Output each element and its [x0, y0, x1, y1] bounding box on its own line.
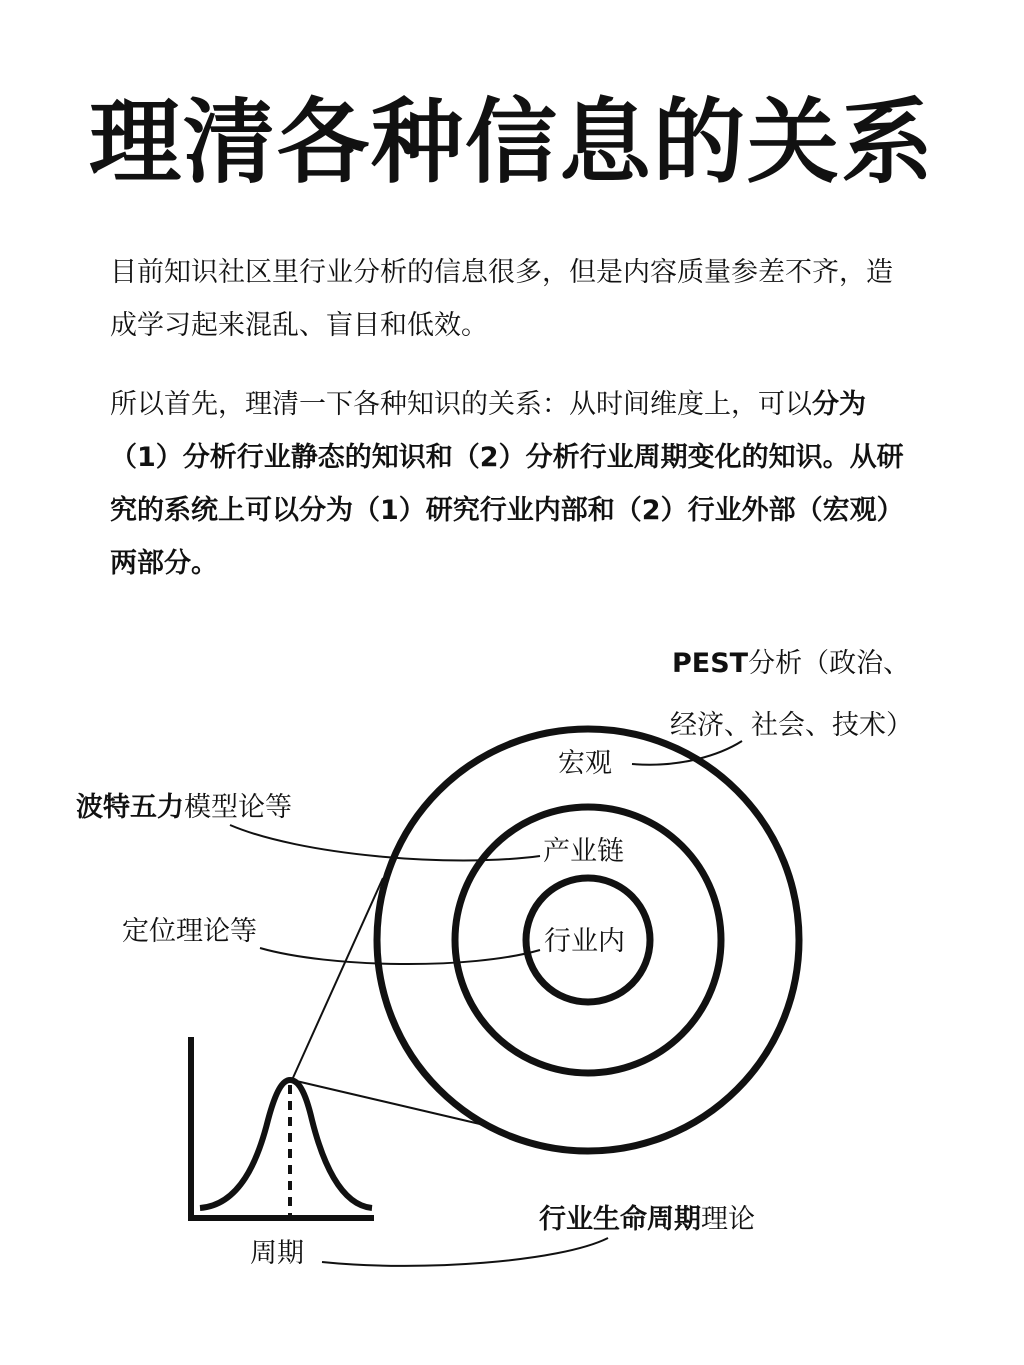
- cycle-axes: [191, 1037, 374, 1218]
- page-title: 理清各种信息的关系: [88, 89, 935, 196]
- positioning-leader-line: [260, 948, 540, 964]
- porter-label-bold: 波特五力: [76, 792, 184, 823]
- pest-label-bold: PEST: [672, 648, 749, 679]
- porter-label: [76, 792, 292, 823]
- macro-label: 宏观: [558, 748, 612, 779]
- zoom-line-lower: [292, 1080, 497, 1128]
- lifecycle-label-rest: 理论: [701, 1204, 755, 1235]
- lifecycle-label: [539, 1203, 755, 1235]
- industry-inner-label: 行业内: [544, 926, 625, 957]
- pest-label-rest: 分析（政治、: [748, 648, 911, 679]
- industry-chain-label: 产业链: [543, 836, 624, 867]
- pest-label-line2: 经济、社会、技术）: [670, 710, 913, 741]
- intro-paragraph: 目前知识社区里行业分析的信息很多，但是内容质量参差不齐，造成学习起来混乱、盲目和低效。: [110, 257, 893, 341]
- relationship-paragraph-normal: 所以首先，理清一下各种知识的关系：从时间维度上，可以: [110, 389, 812, 420]
- porter-label-rest: 模型论等: [184, 792, 292, 823]
- pest-label-line1: [672, 648, 910, 679]
- relationship-paragraph-bold: 分为（1）分析行业静态的知识和（2）分析行业周期变化的知识。从研究的系统上可以分为（1）研究行业内部和（2）行业外部（宏观）两部分。: [110, 389, 904, 579]
- lifecycle-label-bold: 行业生命周期: [539, 1204, 701, 1235]
- lifecycle-leader-line: [322, 1238, 608, 1266]
- positioning-label: 定位理论等: [122, 916, 257, 947]
- zoom-line-upper: [292, 878, 383, 1080]
- cycle-label: 周期: [250, 1238, 304, 1269]
- lifecycle-curve: [200, 1080, 372, 1208]
